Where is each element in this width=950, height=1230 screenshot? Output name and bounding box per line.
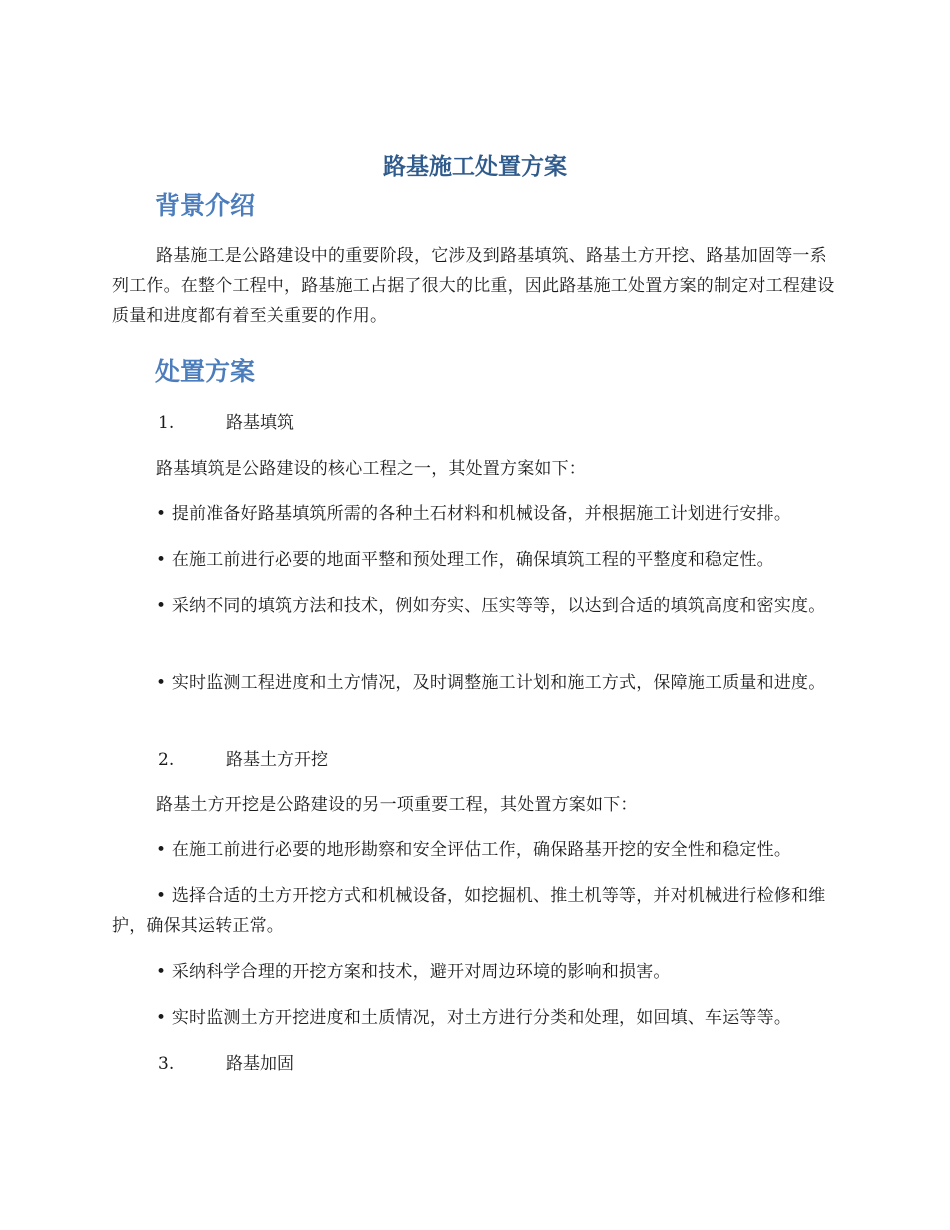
document-title: 路基施工处置方案: [383, 154, 567, 180]
bullet-point: • 实时监测土方开挖进度和土质情况，对土方进行分类和处理，如回填、车运等等。: [156, 1008, 792, 1028]
bullet-point: • 采纳科学合理的开挖方案和技术，避开对周边环境的影响和损害。: [156, 962, 671, 982]
background-paragraph: 路基施工是公路建设中的重要阶段，它涉及到路基填筑、路基土方开挖、路基加固等一系列工作。在整个工程中，路基施工占据了很大的比重，因此路基施工处置方案的制定对工程建设质量和进度都有着至关重要的作用。: [112, 246, 835, 326]
list-item-number: 3.: [158, 1054, 175, 1074]
list-item-number: 1.: [158, 413, 175, 433]
list-item-heading: [158, 745, 328, 775]
item-intro: 路基土方开挖是公路建设的另一项重要工程，其处置方案如下：: [156, 795, 638, 815]
section-heading-background: 背景介绍: [155, 191, 256, 220]
section-heading-plan: 处置方案: [155, 357, 256, 386]
bullet-point: • 采纳不同的填筑方法和技术，例如夯实、压实等等，以达到合适的填筑高度和密实度。: [156, 596, 826, 616]
item-intro: 路基填筑是公路建设的核心工程之一，其处置方案如下：: [156, 459, 586, 479]
bullet-point: • 在施工前进行必要的地形勘察和安全评估工作，确保路基开挖的安全性和稳定性。: [156, 840, 792, 860]
list-item-title: 路基加固: [226, 1054, 294, 1074]
list-item-title: 路基填筑: [226, 413, 294, 433]
list-item-heading: [158, 1049, 294, 1079]
list-item-heading: [158, 408, 294, 438]
bullet-point: • 实时监测工程进度和土方情况，及时调整施工计划和施工方式，保障施工质量和进度。: [156, 673, 826, 693]
bullet-point: • 在施工前进行必要的地面平整和预处理工作，确保填筑工程的平整度和稳定性。: [156, 550, 774, 570]
bullet-point: • 选择合适的土方开挖方式和机械设备，如挖掘机、推土机等等，并对机械进行检修和维护，确保其运转正常。: [112, 886, 826, 936]
list-item-number: 2.: [158, 750, 175, 770]
list-item-title: 路基土方开挖: [226, 750, 328, 770]
bullet-point: • 提前准备好路基填筑所需的各种土石材料和机械设备，并根据施工计划进行安排。: [156, 504, 792, 524]
